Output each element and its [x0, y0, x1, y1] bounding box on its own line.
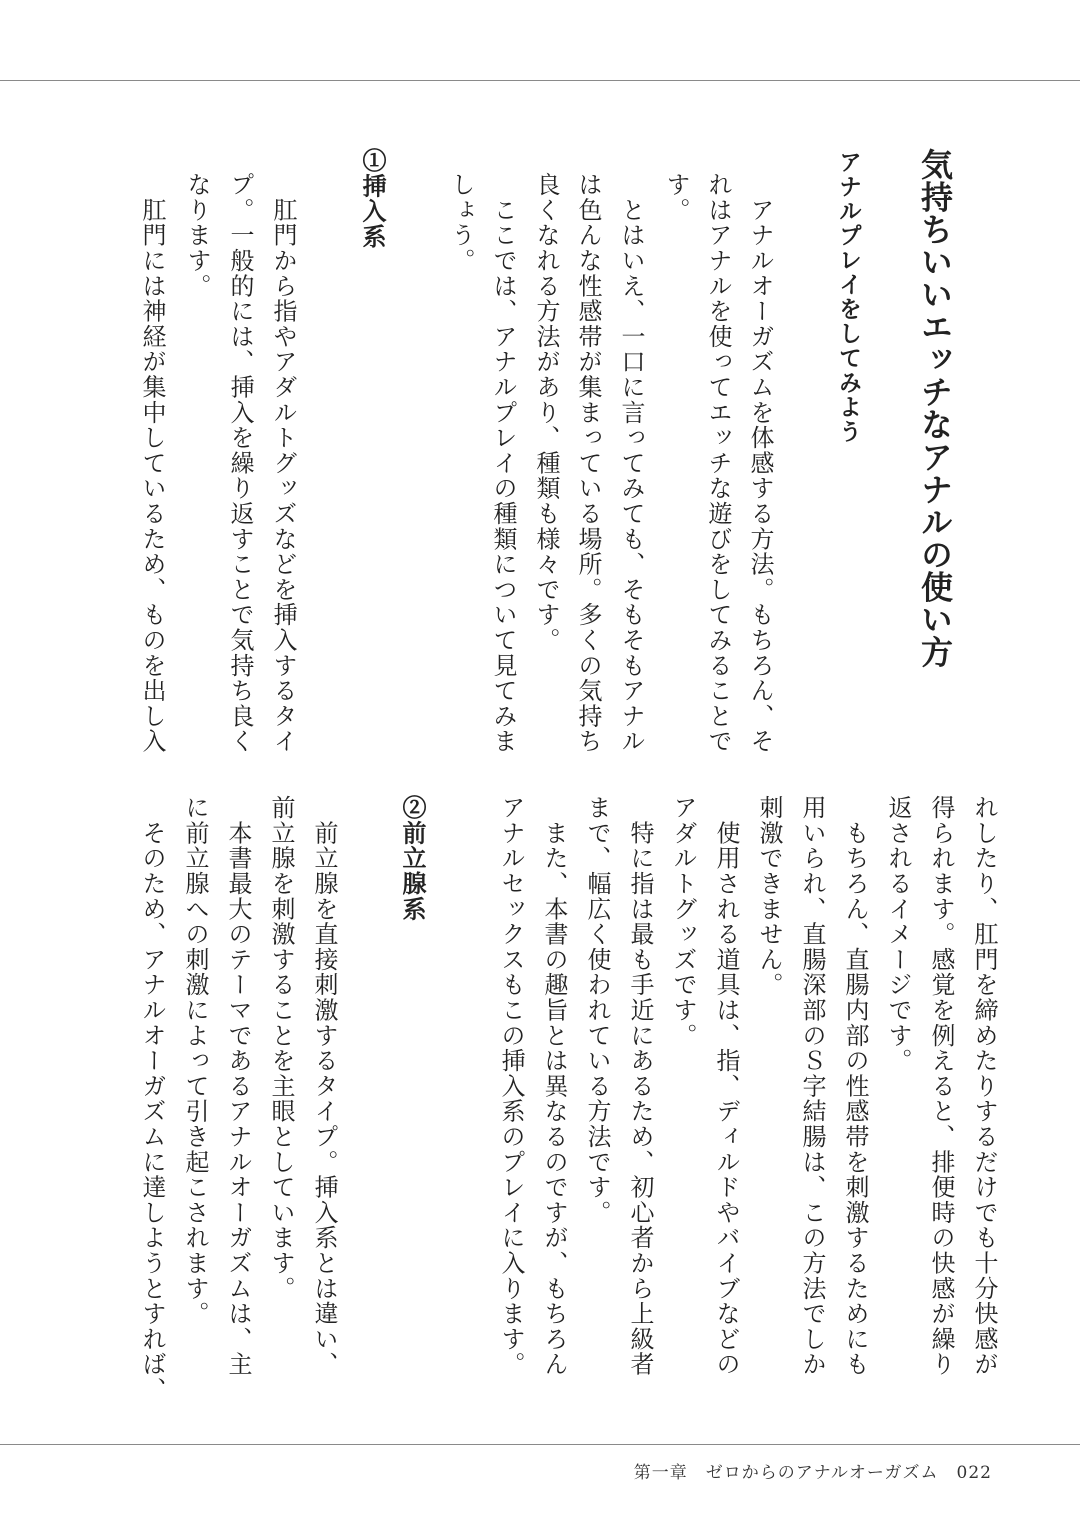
paragraph-line: 使用される道具は、指、ディルドやバイブなどの — [712, 795, 740, 1377]
bottom-rule — [0, 1444, 1080, 1445]
subtitle: アナルプレイをしてみよう — [835, 150, 862, 444]
chapter-label: 第一章 — [633, 1463, 688, 1483]
paragraph-line: アダルトグッズです。 — [669, 795, 697, 1048]
paragraph-line: 刺激できません。 — [755, 795, 783, 998]
paragraph-line: は色んな性感帯が集まっている場所。多くの気持ち — [574, 172, 602, 754]
top-rule — [0, 80, 1080, 81]
paragraph-line: とはいえ、一口に言ってみても、そもそもアナル — [617, 172, 645, 754]
paragraph-line: 良くなれる方法があり、種類も様々です。 — [532, 172, 560, 653]
paragraph-line: なります。 — [183, 172, 211, 299]
paragraph-line: アナルオーガズムを体感する方法。もちろん、そ — [746, 172, 774, 754]
paragraph-line: まで、幅広く使われている方法です。 — [583, 795, 611, 1226]
paragraph-line: す。 — [662, 172, 690, 223]
paragraph-line: 前立腺を刺激することを主眼としています。 — [267, 795, 295, 1301]
paragraph-line: ここでは、アナルプレイの種類について見てみま — [489, 172, 517, 754]
paragraph-line: 本書最大のテーマであるアナルオーガズムは、主 — [224, 795, 252, 1377]
paragraph-line: 得られます。感覚を例えると、排便時の快感が繰り — [927, 795, 955, 1377]
page-number: 022 — [956, 1463, 992, 1483]
page-title: 気持ちいいエッチなアナルの使い方 — [916, 148, 954, 668]
paragraph-line: 特に指は最も手近にあるため、初心者から上級者 — [626, 795, 654, 1377]
section-heading-insertion: ①挿入系 — [358, 148, 387, 250]
chapter-title: ゼロからのアナルオーガズム — [705, 1463, 939, 1483]
paragraph-line: れしたり、肛門を締めたりするだけでも十分快感が — [970, 795, 998, 1377]
paragraph-line: 肛門には神経が集中しているため、ものを出し入 — [138, 172, 166, 754]
paragraph-line: アナルセックスもこの挿入系のプレイに入ります。 — [497, 795, 525, 1377]
paragraph-line: に前立腺への刺激によって引き起こされます。 — [181, 795, 209, 1327]
paragraph-line: 肛門から指やアダルトグッズなどを挿入するタイ — [269, 172, 297, 754]
paragraph-line: もちろん、直腸内部の性感帯を刺激するためにも — [841, 795, 869, 1377]
paragraph-line: れはアナルを使ってエッチな遊びをしてみることで — [704, 172, 732, 754]
page-footer — [634, 1458, 992, 1483]
paragraph-line: また、本書の趣旨とは異なるのですが、もちろん — [540, 795, 568, 1377]
paragraph-line: しょう。 — [447, 172, 475, 274]
paragraph-line: プ。一般的には、挿入を繰り返すことで気持ち良く — [226, 172, 254, 754]
paragraph-line: 返されるイメージです。 — [884, 795, 912, 1074]
paragraph-line: そのため、アナルオーガズムに達しようとすれば、 — [138, 795, 166, 1403]
section-heading-prostate: ②前立腺系 — [398, 795, 427, 922]
paragraph-line: 前立腺を直接刺激するタイプ。挿入系とは違い、 — [310, 795, 338, 1377]
paragraph-line: 用いられ、直腸深部のＳ字結腸は、この方法でしか — [798, 795, 826, 1377]
